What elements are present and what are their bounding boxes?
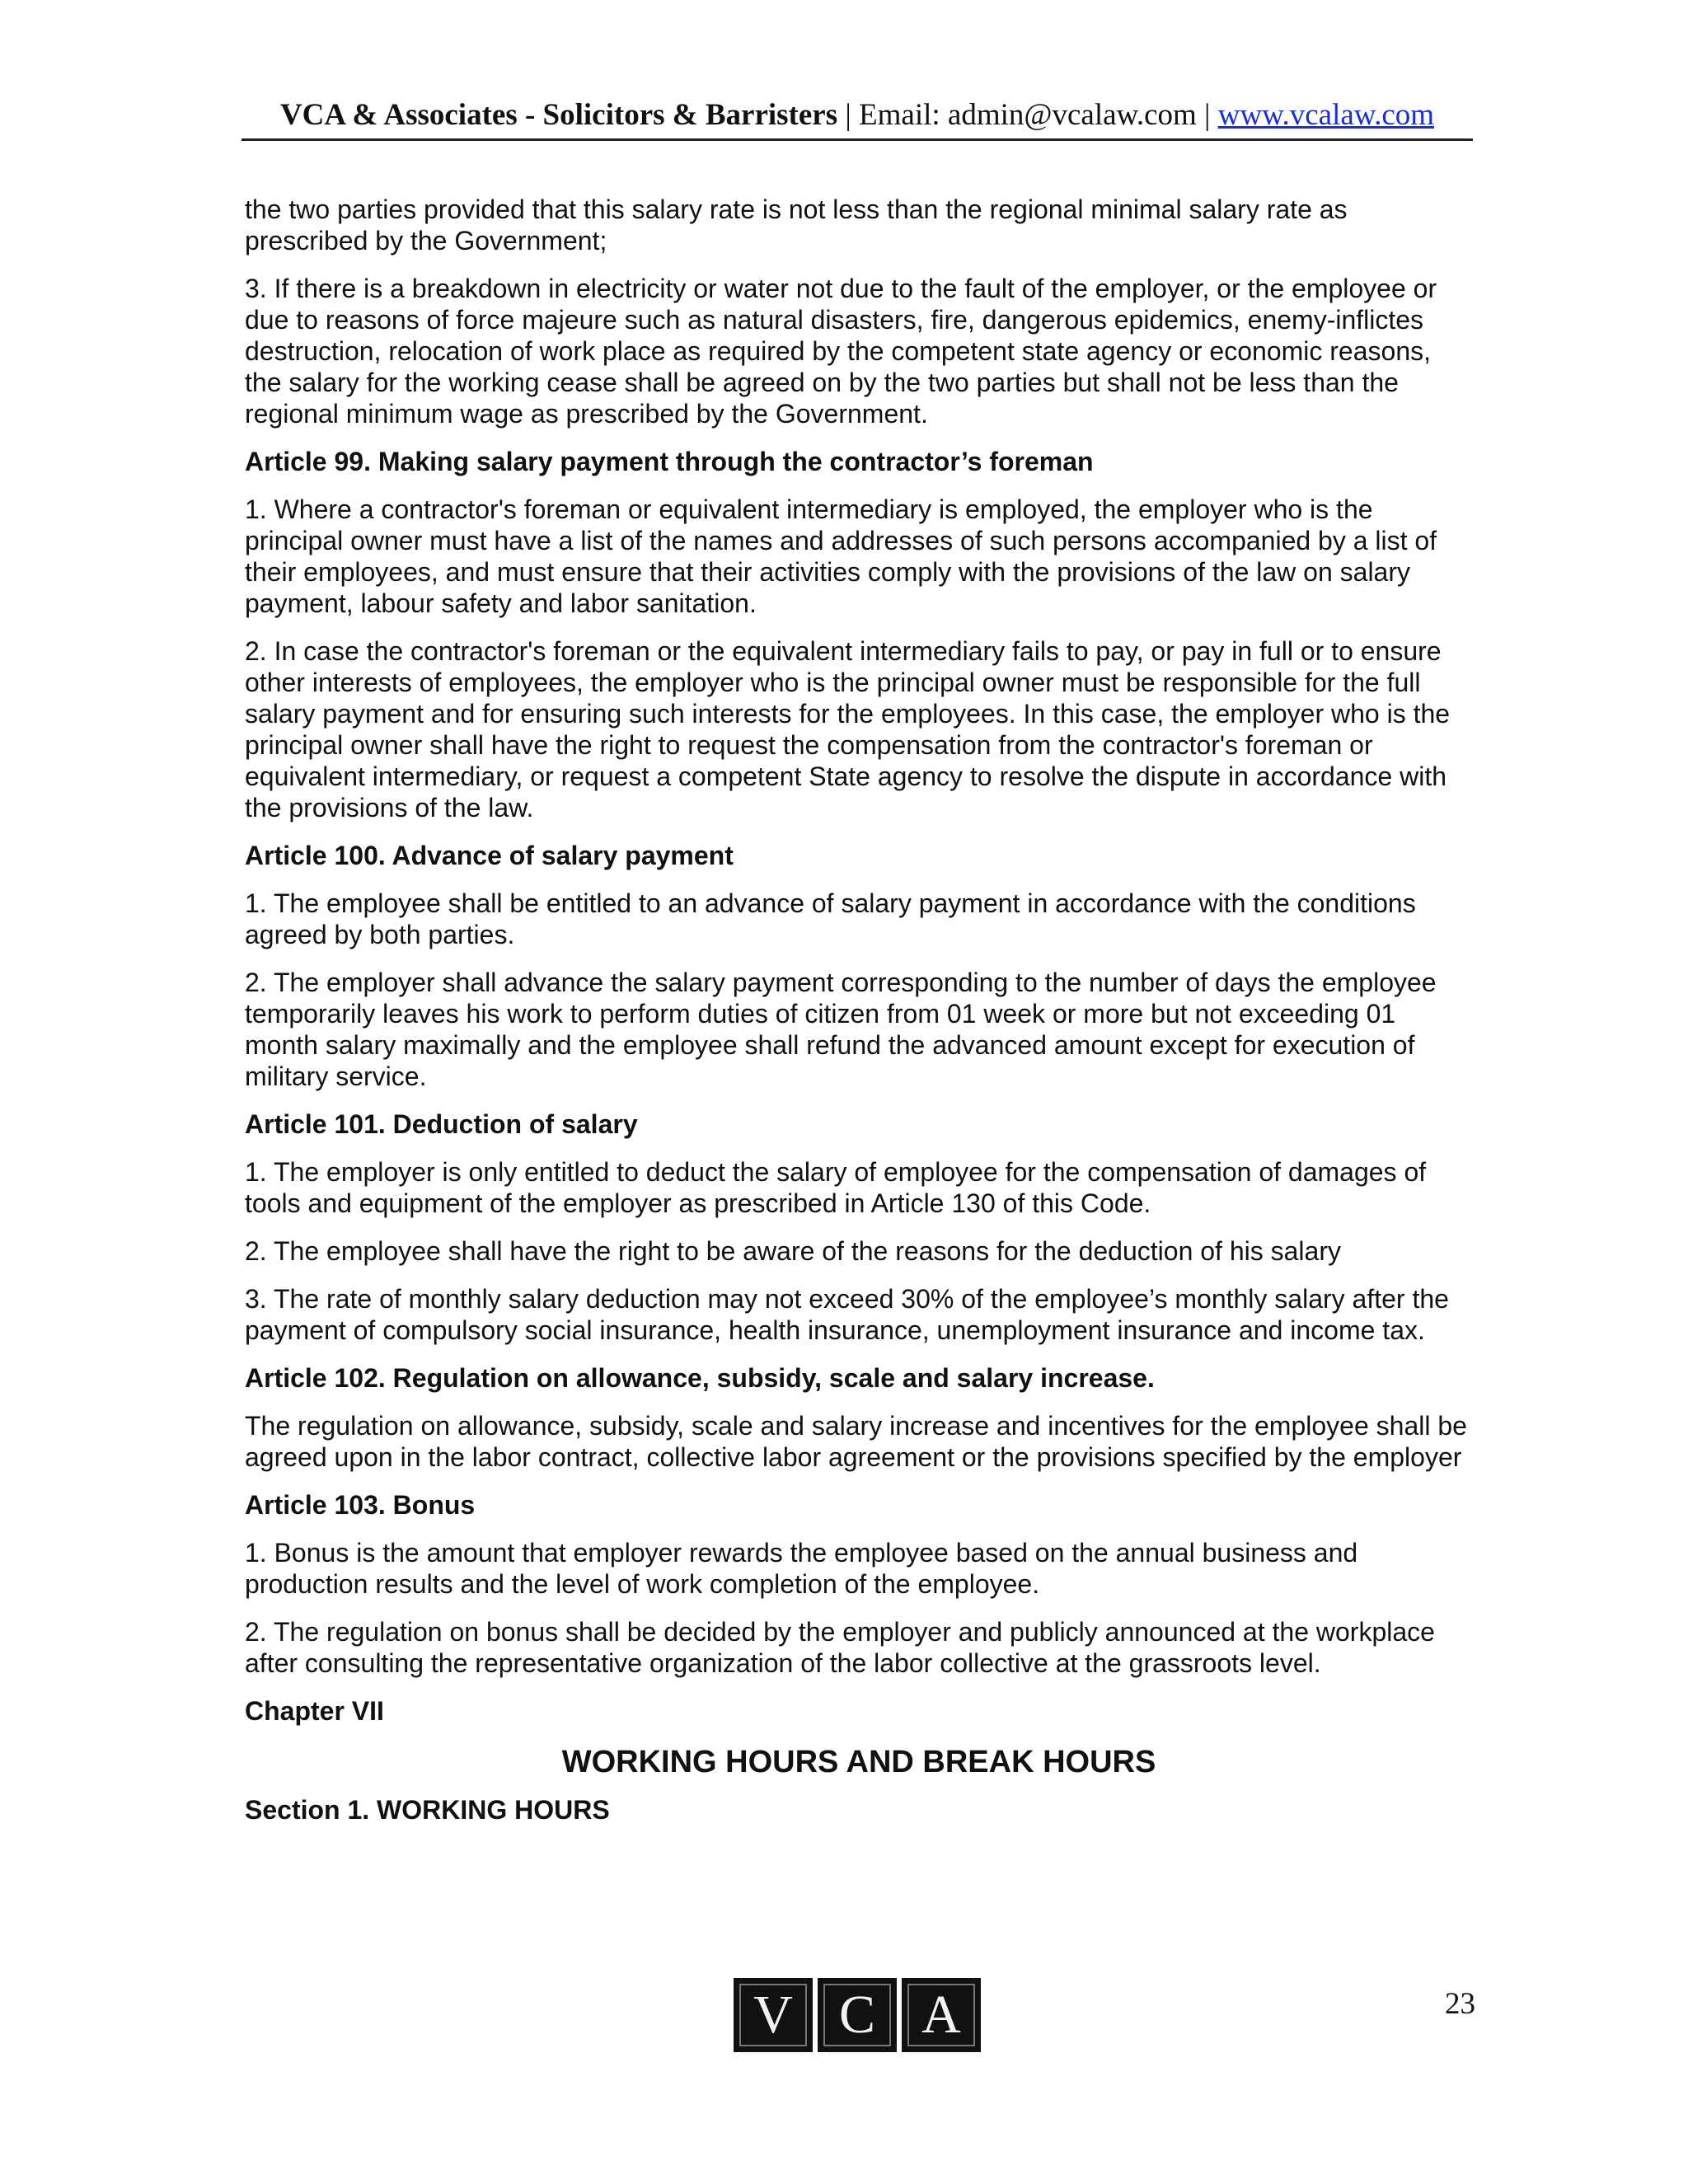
paragraph: 3. If there is a breakdown in electricity or water not due to the fault of the employer, or the employee or due to reasons of force majeure such as natural disasters, fire, dangerous epidemics, enemy-inflictes destruction, relocation of work place as required by the competent state agency or economic reasons, the salary for the working cease shall be agreed on by the two parties but shall not be less than the regional minimum wage as prescribed by the Government. [245, 274, 1437, 429]
paragraph: the two parties provided that this salary rate is not less than the regional minimal salary rate as prescribed by the Government; [245, 194, 1348, 255]
article-100-heading: Article 100. Advance of salary payment [245, 841, 734, 870]
paragraph: 2. The employee shall have the right to be aware of the reasons for the deduction of his salary [245, 1236, 1341, 1266]
paragraph: 1. The employee shall be entitled to an advance of salary payment in accordance with the conditions agreed by both parties. [245, 888, 1416, 949]
logo-letter-a: A [902, 1978, 981, 2052]
header-separator: | [1196, 98, 1218, 132]
logo-letter-c: C [818, 1978, 897, 2052]
article-101-heading: Article 101. Deduction of salary [245, 1109, 638, 1139]
firm-name: VCA & Associates - Solicitors & Barristers [279, 98, 838, 132]
paragraph: 2. In case the contractor's foreman or the equivalent intermediary fails to pay, or pay in full or to ensure other interests of employees, the employer who is the principal owner must be responsible for the full salary payment and for ensuring such interests for the employees. In this case, the employer who is the principal owner shall have the right to request the compensation from the contractor's foreman or equivalent intermediary, or request a competent State agency to resolve the dispute in accordance with the provisions of the law. [245, 636, 1451, 823]
paragraph: The regulation on allowance, subsidy, scale and salary increase and incentives for the employee shall be agreed upon in the labor contract, collective labor agreement or the provisions specified by the employer [245, 1411, 1467, 1472]
paragraph: 1. The employer is only entitled to deduct the salary of employee for the compensation of damages of tools and equipment of the employer as prescribed in Article 130 of this Code. [245, 1157, 1427, 1218]
chapter-title: WORKING HOURS AND BREAK HOURS [561, 1745, 1156, 1779]
logo-letter-v: V [734, 1978, 813, 2052]
paragraph: 3. The rate of monthly salary deduction may not exceed 30% of the employee’s monthly salary after the payment of compulsory social insurance, health insurance, unemployment insurance and income tax. [245, 1284, 1449, 1345]
paragraph: 1. Where a contractor's foreman or equivalent intermediary is employed, the employer who is the principal owner must have a list of the names and addresses of such persons accompanied by a list of their employees, and must ensure that their activities comply with the provisions of the law on salary payment, labour safety and labor sanitation. [245, 494, 1437, 618]
paragraph: 2. The regulation on bonus shall be decided by the employer and publicly announced at the workplace after consulting the representative organization of the labor collective at the grassroots level. [245, 1617, 1435, 1678]
section-heading: Section 1. WORKING HOURS [245, 1795, 610, 1825]
header-email: Email: admin@vcalaw.com [859, 98, 1197, 132]
article-99-heading: Article 99. Making salary payment through the contractor’s foreman [245, 447, 1094, 476]
paragraph: 2. The employer shall advance the salary payment corresponding to the number of days the employee temporarily leaves his work to perform duties of citizen from 01 week or more but not exceeding 01 month salary maximally and the employee shall refund the advanced amount except for execution of military service. [245, 968, 1437, 1091]
article-102-heading: Article 102. Regulation on allowance, subsidy, scale and salary increase. [245, 1363, 1155, 1393]
chapter-label: Chapter VII [245, 1696, 384, 1726]
page-body [245, 194, 1473, 1842]
vca-logo [734, 1978, 981, 2049]
header-separator: | [837, 98, 860, 132]
paragraph: 1. Bonus is the amount that employer rewards the employee based on the annual business and production results and the level of work completion of the employee. [245, 1538, 1358, 1599]
page-header [241, 92, 1473, 141]
article-103-heading: Article 103. Bonus [245, 1490, 476, 1520]
website-link[interactable]: www.vcalaw.com [1217, 98, 1435, 132]
page-number: 23 [1445, 1987, 1475, 2021]
